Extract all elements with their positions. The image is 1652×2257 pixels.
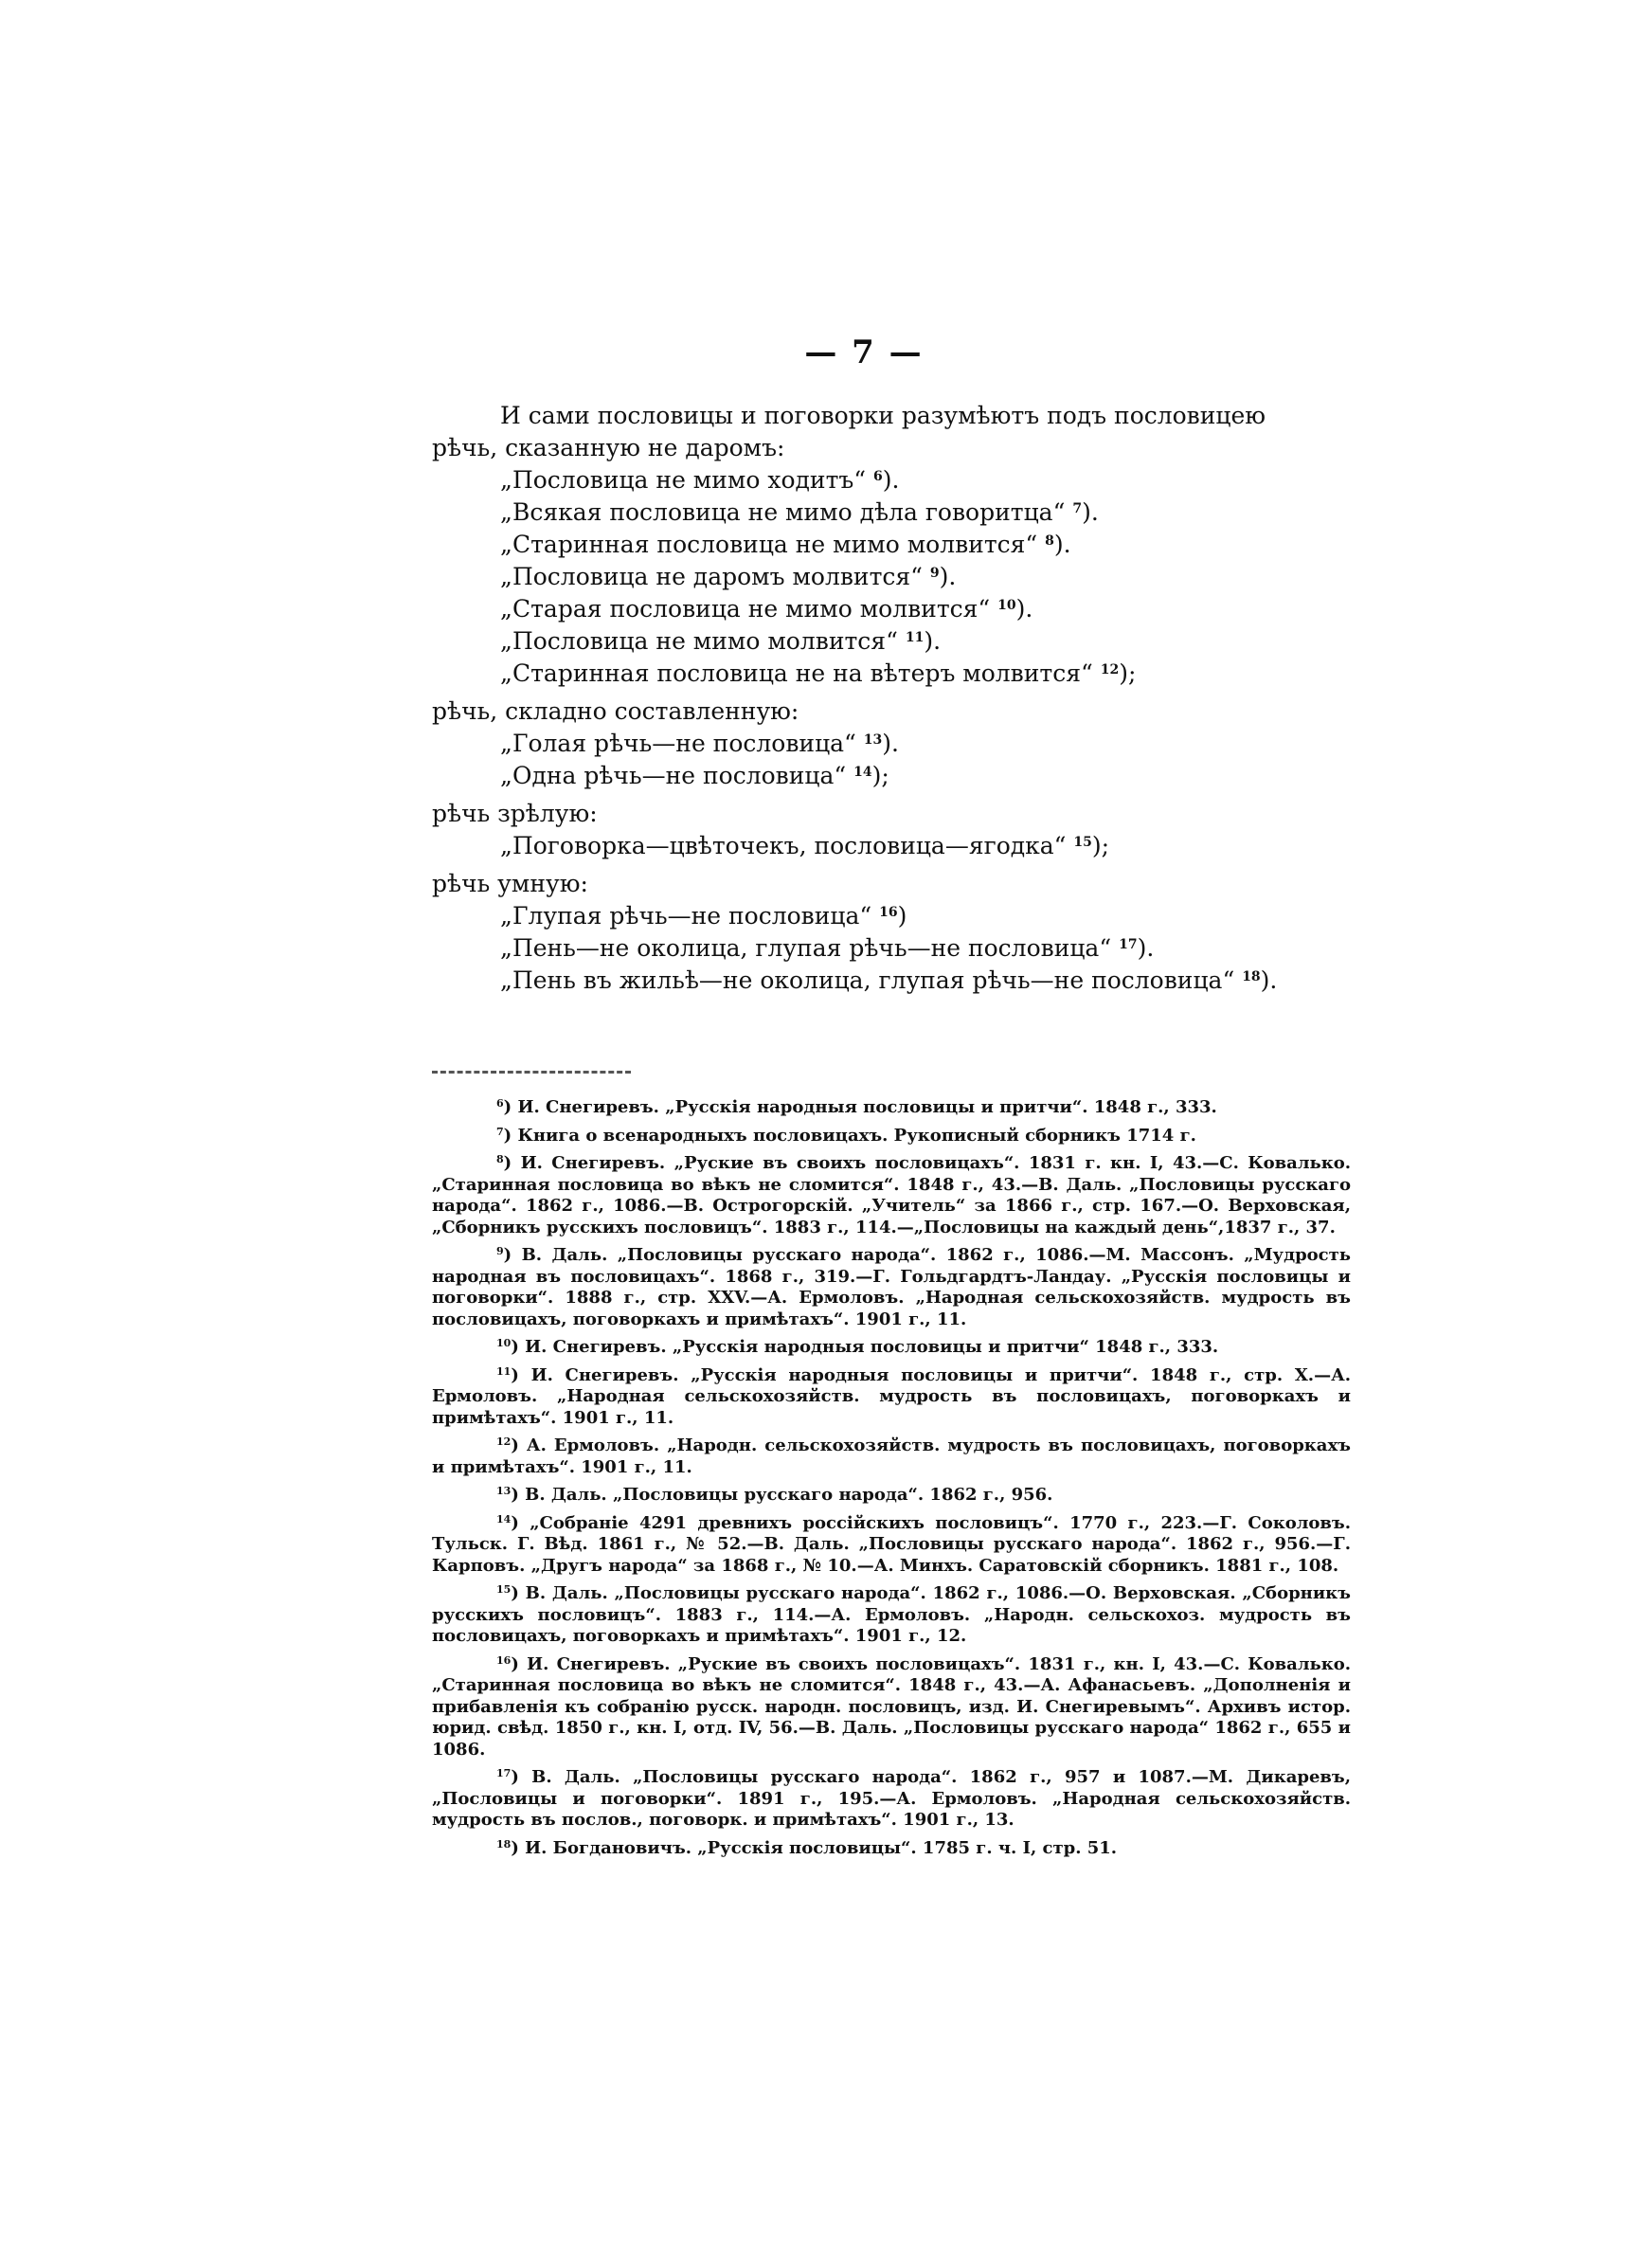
proverb-line: „Старинная пословица не на вѣтеръ молвится“ $^{12}$); [500, 659, 1137, 687]
proverb-line: „Пень въ жильѣ—не околица, глупая рѣчь—не пословица“ $^{18}$). [500, 966, 1278, 994]
intro-line-2: рѣчь, сказанную не даромъ: [432, 434, 785, 461]
footnote: $^{14}$) „Собраніе 4291 древнихъ россійскихъ пословицъ“. 1770 г., 223.—Г. Соколовъ. Тульск. Г. Вѣд. 1861 г., № 52.—В. Даль. „Пословицы русскаго народа“. 1862 г., 956.—Г. Карповъ. „Другъ народа“ за 1868 г., № 10.—А. Минхъ. Саратовскій сборникъ. 1881 г., 108. [432, 1512, 1351, 1576]
proverb-line: „Пословица не мимо ходитъ“ $^6$). [500, 466, 900, 494]
proverb-line: „Глупая рѣчь—не пословица“ $^{16}$) [500, 902, 907, 930]
main-text [432, 400, 1313, 997]
footnote: $^7$) Книга о всенародныхъ пословицахъ. Рукописный сборникъ 1714 г. [496, 1125, 1196, 1146]
footnote: $^6$) И. Снегиревъ. „Русскія народныя пословицы и притчи“. 1848 г., 333. [496, 1097, 1217, 1117]
proverb-line: „Старинная пословица не мимо молвится“ $^8$). [500, 531, 1071, 558]
section-heading: рѣчь зрѣлую: [432, 800, 598, 827]
proverb-line: „Старая пословица не мимо молвится“ $^{10}$). [500, 595, 1033, 623]
footnote: $^{18}$) И. Богдановичъ. „Русскія пословицы“. 1785 г. ч. I, стр. 51. [496, 1837, 1118, 1858]
footnote: $^{11}$) И. Снегиревъ. „Русскія народныя пословицы и притчи“. 1848 г., стр. X.—А. Ермоловъ. „Народная сельскохозяйств. мудрость въ пословицахъ, поговоркахъ и примѣтахъ“. 1901 г., 11. [432, 1364, 1351, 1428]
proverb-line: „Голая рѣчь—не пословица“ $^{13}$). [500, 730, 899, 757]
footnote: $^9$) В. Даль. „Пословицы русскаго народа“. 1862 г., 1086.—М. Массонъ. „Мудрость народная въ пословицахъ“. 1868 г., 319.—Г. Гольдгардтъ-Ландау. „Русскія пословицы и поговорки“. 1888 г., стр. XXV.—А. Ермоловъ. „Народная сельскохозяйств. мудрость въ пословицахъ, поговоркахъ и примѣтахъ“. 1901 г., 11. [432, 1245, 1351, 1329]
proverb-line: „Пословица не мимо молвится“ $^{11}$). [500, 627, 942, 655]
page-number: — 7 — [804, 334, 924, 371]
intro-line-1: И сами пословицы и поговорки разумѣютъ подъ пословицею [500, 402, 1266, 429]
proverb-line: „Пословица не даромъ молвится“ $^9$). [500, 563, 957, 590]
footnote: $^{13}$) В. Даль. „Пословицы русскаго народа“. 1862 г., 956. [496, 1485, 1053, 1505]
section-heading: рѣчь умную: [432, 870, 588, 897]
footnote: $^{10}$) И. Снегиревъ. „Русскія народныя пословицы и притчи“ 1848 г., 333. [496, 1337, 1219, 1357]
footnote: $^{17}$) В. Даль. „Пословицы русскаго народа“. 1862 г., 957 и 1087.—М. Дикаревъ, „Пословицы и поговорки“. 1891 г., 195.—А. Ермоловъ. „Народная сельскохозяйств. мудрость въ послов., поговорк. и примѣтахъ“. 1901 г., 13. [432, 1767, 1351, 1830]
footnote-separator [432, 1071, 631, 1074]
proverb-line: „Пень—не околица, глупая рѣчь—не пословица“ $^{17}$). [500, 934, 1155, 962]
footnote: $^{12}$) А. Ермоловъ. „Народн. сельскохозяйств. мудрость въ пословицахъ, поговоркахъ и примѣтахъ“. 1901 г., 11. [432, 1435, 1351, 1477]
section-heading: рѣчь, складно составленную: [432, 697, 799, 725]
footnote: $^{15}$) В. Даль. „Пословицы русскаго народа“. 1862 г., 1086.—О. Верховская. „Сборникъ русскихъ пословицъ“. 1883 г., 114.—А. Ермоловъ. „Народн. сельскохоз. мудрость въ пословицахъ, поговоркахъ и примѣтахъ“. 1901 г., 12. [432, 1583, 1351, 1646]
proverb-line: „Поговорка—цвѣточекъ, пословица—ягодка“ $^{15}$); [500, 832, 1110, 859]
footnote: $^{16}$) И. Снегиревъ. „Руские въ своихъ пословицахъ“. 1831 г., кн. I, 43.—С. Ковалько. „Старинная пословица во вѣкъ не сломится“. 1848 г., 43.—А. Афанасьевъ. „Дополненія и прибавленія къ собранію русск. народн. пословицъ, изд. И. Снегиревымъ“. Архивъ истор. юрид. свѣд. 1850 г., кн. I, отд. IV, 56.—В. Даль. „Пословицы русскаго народа“ 1862 г., 655 и 1086. [432, 1653, 1351, 1760]
footnotes [432, 1097, 1351, 1866]
footnote: $^8$) И. Снегиревъ. „Руские въ своихъ пословицахъ“. 1831 г. кн. I, 43.—С. Ковалько. „Старинная пословица во вѣкъ не сломится“. 1848 г., 43.—В. Даль. „Пословицы русскаго народа“. 1862 г., 1086.—В. Острогорскій. „Учитель“ за 1866 г., стр. 167.—О. Верховская, „Сборникъ русскихъ пословицъ“. 1883 г., 114.—„Пословицы на каждый день“,1837 г., 37. [432, 1153, 1351, 1237]
proverb-line: „Одна рѣчь—не пословица“ $^{14}$); [500, 762, 889, 789]
proverb-line: „Всякая пословица не мимо дѣла говоритца“ $^7$). [500, 498, 1099, 526]
